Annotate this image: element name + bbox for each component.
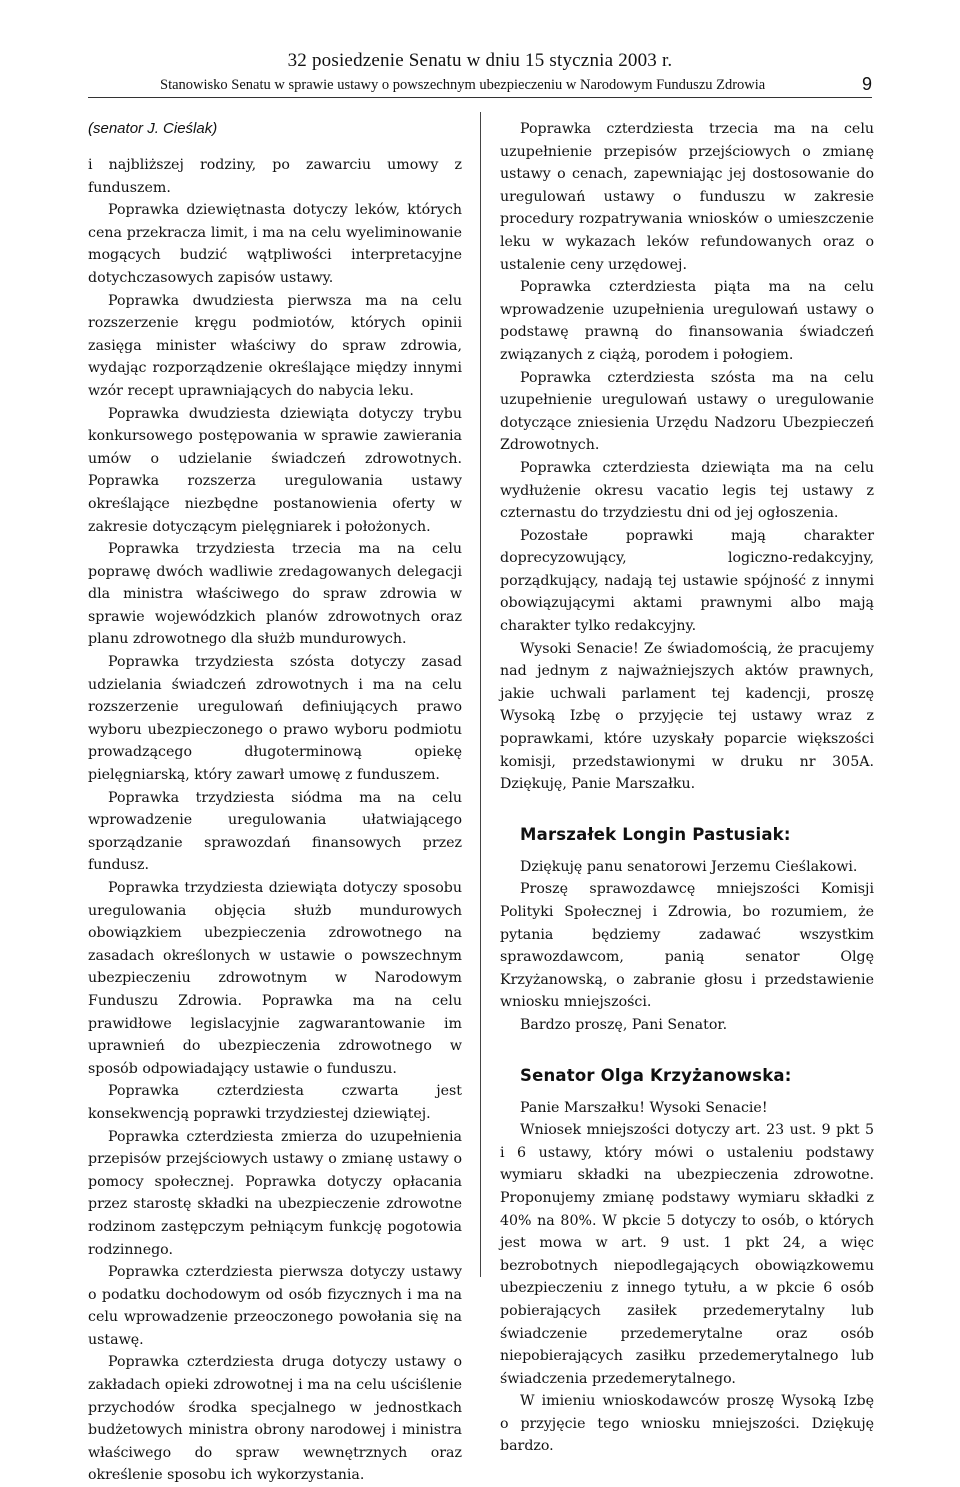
paragraph: Poprawka trzydziesta siódma ma na celu wprowadzenie uregulowania ułatwiającego sporządzanie sprawozdań finansowych przez fundusz. <box>88 789 462 874</box>
paragraph: Proszę sprawozdawcę mniejszości Komisji Polityki Społecznej i Zdrowia, bo rozumiem, że pytania będziemy zadawać wszystkim sprawozdawcom, panią senator Olgę Krzyżanowską, o zabranie głosu i przedstawienie wniosku mniejszości. <box>500 881 874 1011</box>
document-subtitle: Stanowisko Senatu w sprawie ustawy o powszechnym ubezpieczeniu w Narodowym Funduszu Zdrowia <box>160 77 766 93</box>
session-title: 32 posiedzenie Senatu w dniu 15 stycznia 2003 r. <box>287 50 673 71</box>
paragraph: Pozostałe poprawki mają charakter doprecyzowujący, logiczno-redakcyjny, porządkujący, nadają tej ustawie spójność z innymi obowiązującymi aktami prawnymi albo mają charakter tylko redakcyjny. <box>500 527 874 635</box>
paragraph: Poprawka trzydziesta szósta dotyczy zasad udzielania świadczeń zdrowotnych i ma na celu rozszerzenie uregulowań definiujących prawo wyboru ubezpieczonego o prawo wyboru podmiotu prowadzącego długoterminową opiekę pielęgniarską, który zawarł umowę z funduszem. <box>88 654 462 784</box>
paragraph: Panie Marszałku! Wysoki Senacie! <box>520 1099 768 1116</box>
paragraph: Poprawka czterdziesta szósta ma na celu uzupełnienie uregulowań ustawy o uregulowanie dotyczące zniesienia Urzędu Nadzoru Ubezpieczeń Zdrowotnych. <box>500 369 874 454</box>
right-column <box>500 118 874 1458</box>
speaker-heading-senator: Senator Olga Krzyżanowska: <box>520 1065 792 1085</box>
paragraph: Poprawka dwudziesta dziewiąta dotyczy trybu konkursowego postępowania w sprawie zawierania umów o udzielanie świadczeń zdrowotnych. Poprawka rozszerza uregulowania ustawy określające niezbędne postanowienia oferty w zakresie dotyczącym pielęgniarek i położonych. <box>88 405 462 535</box>
paragraph: Poprawka czterdziesta trzecia ma na celu uzupełnienie przepisów przejściowych o zmianę ustawy o cenach, zapewniając jej dostosowanie do uregulowań ustawy o funduszu w zakresie procedury rozpatrywania wniosków o umieszczenie leku w wykazach leków refundowanych oraz o ustalenie ceny urzędowej. <box>500 121 874 273</box>
paragraph: Poprawka trzydziesta dziewiąta dotyczy sposobu uregulowania objęcia służb mundurowych obowiązkiem ubezpieczenia zdrowotnego na zasadach określonych w ustawie o powszechnym ubezpieczeniu zdrowotnym w Narodowym Funduszu Zdrowia. Poprawka ma na celu prawidłowe legislacyjnie zagwarantowanie im uprawnień do ubezpieczenia zdrowotnego w sposób odpowiadający ustawie o funduszu. <box>88 880 462 1077</box>
paragraph: Bardzo proszę, Pani Senator. <box>520 1016 728 1033</box>
column-divider <box>480 112 481 1277</box>
page-header <box>0 0 960 100</box>
page-number: 9 <box>861 74 872 94</box>
paragraph: Poprawka trzydziesta trzecia ma na celu poprawę dwóch wadliwie zredagowanych delegacji dla ministra właściwego do spraw zdrowia w sprawie wojewódzkich planów zdrowotnych oraz planu zdrowotnego dla służb mundurowych. <box>88 541 462 648</box>
paragraph: W imieniu wnioskodawców proszę Wysoką Izbę o przyjęcie tego wniosku mniejszości. Dziękuję bardzo. <box>500 1393 874 1455</box>
paragraph: Poprawka czterdziesta piąta ma na celu wprowadzenie uzupełnienia uregulowań ustawy o podstawę prawną do finansowania świadczeń związanych z ciążą, porodem i połogiem. <box>500 279 874 363</box>
paragraph: Poprawka czterdziesta pierwsza dotyczy ustawy o podatku dochodowym od osób fizycznych i ma na celu wprowadzenie przeoczonego powołania się na ustawę. <box>88 1264 462 1348</box>
paragraph: Poprawka czterdziesta dziewiąta ma na celu wydłużenie okresu vacatio legis tej ustawy z czternastu do trzydziestu dni od jej ogłoszenia. <box>500 459 874 522</box>
paragraph: Poprawka czterdziesta czwarta jest konsekwencją poprawki trzydziestej dziewiątej. <box>88 1083 462 1122</box>
paragraph: Wniosek mniejszości dotyczy art. 23 ust. 9 pkt 5 i 6 ustawy, który mówi o ustaleniu podstawy wymiaru składki na ubezpieczenia zdrowotne. Proponujemy zmianę podstawy wymiaru składki z 40% na 80%. W pkcie 5 dotyczy to osób, o których jest mowa w art. 9 ust. 1 pkt 24, a więc bezrobotnych niepodlegających obowiązkowemu ubezpieczeniu z innego tytułu, a w pkcie 6 osób pobierających zasiłek przedemerytalny lub świadczenie przedemerytalne oraz osób niepobierających zasiłku przedemerytalnego lub świadczenia przedemerytalnego. <box>500 1122 874 1387</box>
paragraph: Poprawka dziewiętnasta dotyczy leków, których cena przekracza limit, i ma na celu wyeliminowanie mogących budzić wątpliwości interpretacyjne dotychczasowych zapisów ustawy. <box>88 202 462 286</box>
paragraph: Poprawka czterdziesta druga dotyczy ustawy o zakładach opieki zdrowotnej i ma na celu uściślenie przychodów środka specjalnego w jednostkach budżetowych ministra obrony narodowej i ministra właściwego do spraw wewnętrznych oraz określenie sposobu ich wykorzystania. <box>88 1354 462 1484</box>
paragraph: Dziękuję panu senatorowi Jerzemu Cieślakowi. <box>520 858 858 875</box>
paragraph: Wysoki Senacie! Ze świadomością, że pracujemy nad jednym z najważniejszych aktów prawnych, jakie uchwali parlament tej kadencji, proszę Wysoką Izbę o przyjęcie tej ustawy wraz z poprawkami, które uzyskały poparcie większości komisji, przedstawionymi w druku nr 305A. Dziękuję, Panie Marszałku. <box>500 640 874 793</box>
header-divider <box>88 97 872 98</box>
left-column <box>88 118 462 1487</box>
speaker-tag: (senator J. Cieślak) <box>88 120 218 137</box>
speaker-heading-marszalek: Marszałek Longin Pastusiak: <box>520 824 791 844</box>
paragraph: Poprawka czterdziesta zmierza do uzupełnienia przepisów przejściowych ustawy o zmianę ustawy o pomocy społecznej. Poprawka dotyczy opłacania przez starostę składki na ubezpieczenie zdrowotne rodzinom zastępczym pełniącym funkcję pogotowia rodzinnego. <box>88 1128 462 1258</box>
paragraph: Poprawka dwudziesta pierwsza ma na celu rozszerzenie kręgu podmiotów, których opinii zasięga minister właściwy do spraw zdrowia, wydając rozporządzenie określające między innymi wzór recept uprawniających do nabycia leku. <box>88 292 462 399</box>
paragraph: i najbliższej rodziny, po zawarciu umowy z funduszem. <box>88 157 462 196</box>
